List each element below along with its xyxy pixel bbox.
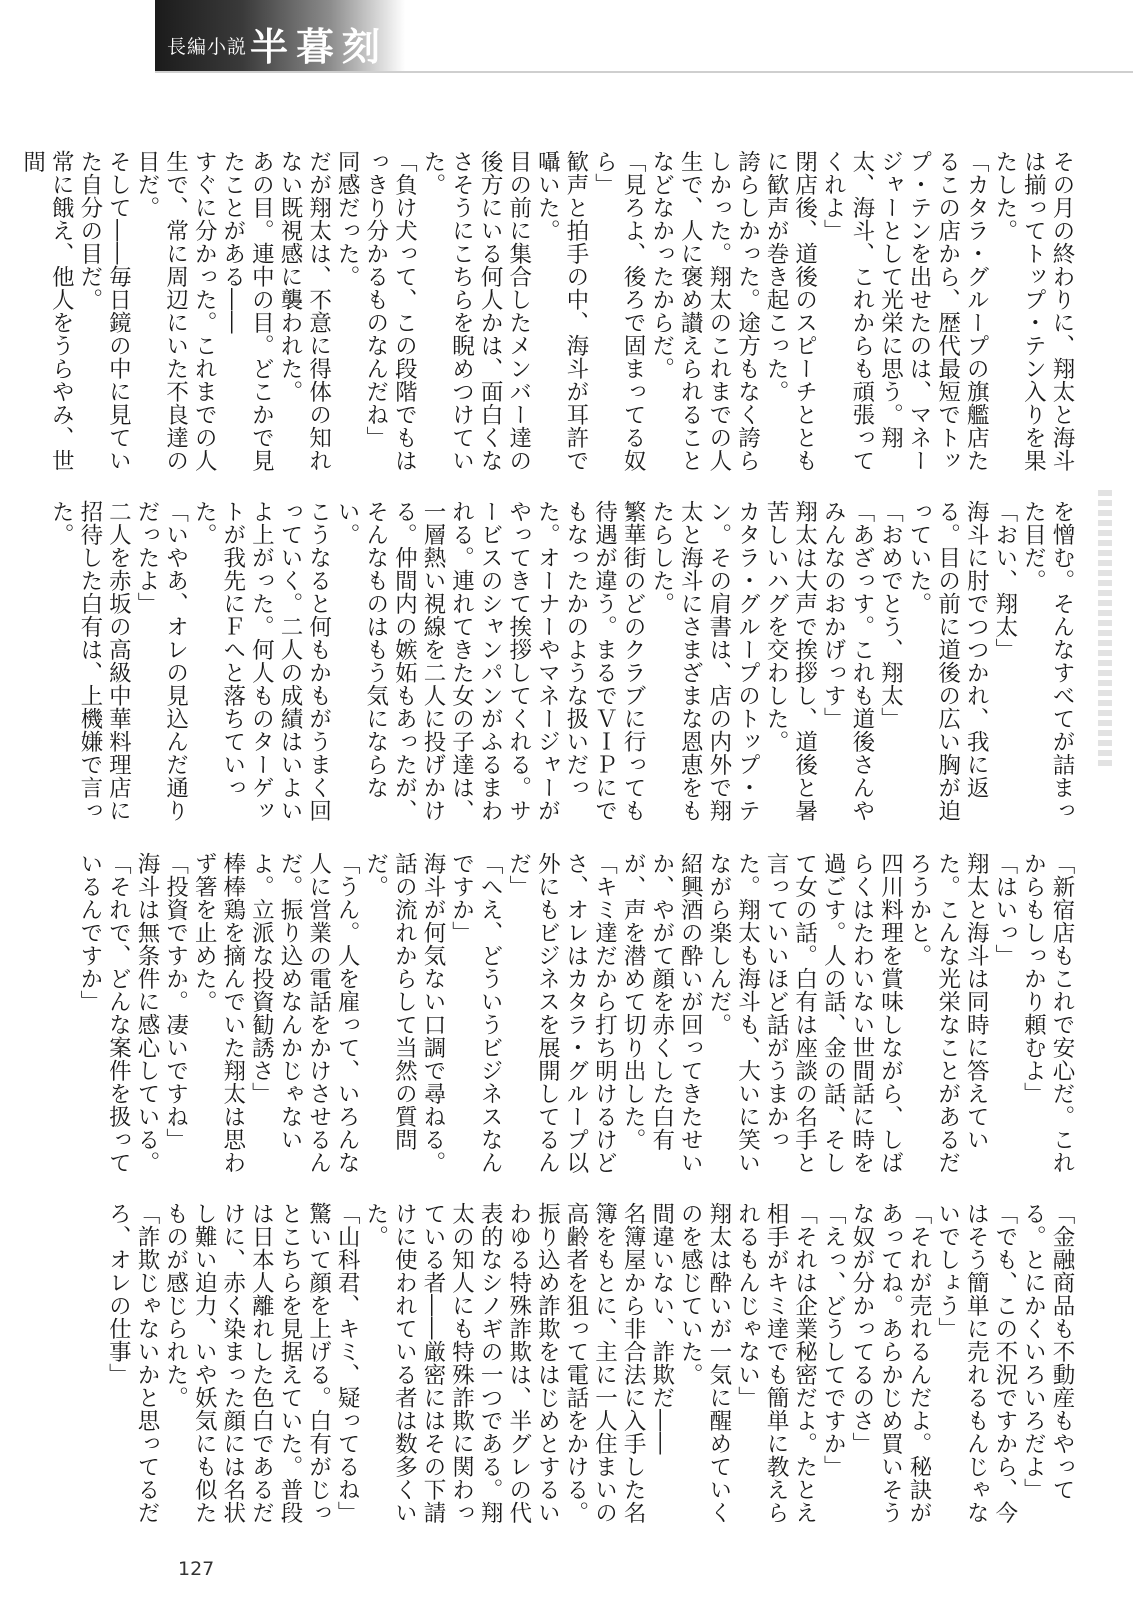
paragraph: 間違いない、詐欺だ――: [648, 1202, 675, 1455]
paragraph: 「おめでとう、翔太」: [877, 500, 904, 730]
paragraph: そして――毎日鏡の中に見ていた自分の目だ。: [76, 150, 132, 472]
story-title: 半暮刻: [250, 24, 389, 69]
paragraph: 「カタラ・グループの旗艦店たるこの店から、歴代最短でトップ・テンを出せたのは、マネージャーとして光栄に思う。翔太、海斗、これからも頑張ってくれよ」: [820, 150, 990, 472]
paragraph: 名簿屋から非合法に入手した名簿をもとに、主に一人住まいの高齢者を狙って電話をかける。振り込め詐欺をはじめとするいわゆる特殊詐欺は、半グレの代表的なシノギの一つである。翔太の知人にも特殊詐欺に関わっている者――厳密にはその下請けに使われている者は数多くいた。: [362, 1202, 647, 1524]
page-number: 127: [178, 1558, 215, 1580]
paragraph: 海斗に肘でつつかれ、我に返る。目の前に道後の広い胸が迫っていた。: [906, 500, 990, 822]
paragraph: 紹興酒の酔いが回ってきたせいか、やがて顔を赤くした白有が、声を潜めて切り出した。: [620, 852, 704, 1174]
paragraph: 「うん。人を雇って、いろんな人に営業の電話をかけさせるんだ。振り込めなんかじゃないよ。立派な投資勧誘さ」: [248, 852, 361, 1174]
paragraph: あの目。連中の目。どこかで見たことがある――: [219, 150, 275, 472]
paragraph: すぐに分かった。これまでの人生で、常に周辺にいた不良達の目だ。: [134, 150, 218, 472]
page-edge-marks: [1098, 490, 1112, 770]
paragraph: 「負け犬って、この段階でもはっきり分かるものなんだね」: [362, 150, 418, 472]
paragraph: 「あざっす。これも道後さんやみんなのおかげっす」: [820, 500, 875, 822]
paragraph: 同感だった。: [334, 150, 361, 288]
paragraph: カタラ・グループのトップ・テン。その肩書は、店の内外で翔太と海斗にさまざまな恩恵をもたらした。: [648, 500, 761, 822]
paragraph: 棒棒鶏を摘んでいた翔太は思わず箸を止めた。: [191, 852, 246, 1174]
paragraph: 「おい、翔太」: [991, 500, 1018, 661]
paragraph: 「キミ達だから打ち明けるけどさ、オレはカタラ・グループ以外にもビジネスを展開してるんだ」: [505, 852, 618, 1174]
paragraph: 閉店後、道後のスピーチとともに歓声が巻き起こった。: [763, 150, 818, 472]
text-tier-2: [48, 500, 1076, 830]
paragraph: 「それが売れるんだよ。秘訣があってね。あらかじめ買いそうな奴が分かってるのさ」: [848, 1202, 933, 1524]
paragraph: 翔太と海斗は同時に答えていた。こんな光栄なことがあるだろうかと。: [906, 852, 990, 1174]
paragraph: だが翔太は、不意に得体の知れない既視感に襲われた。: [276, 150, 332, 472]
paragraph: 繁華街のどのクラブに行っても待遇が違う。まるでＶＩＰにでもなったかのような扱いだった。オーナーやマネージャーがやってきて挨拶してくれる。サービスのシャンパンがふるまわれる。連れてきた女の子達は、一層熱い視線を二人に投げかける。仲間内の嫉妬もあったが、そんなものはもう気にならない。: [334, 500, 647, 822]
paragraph: 目の前に集合したメンバー達の後方にいる何人かは、面白くなさそうにこちらを睨めつけていた。: [419, 150, 532, 472]
paragraph: 「新宿店もこれで安心だ。これからもしっかり頼むよ」: [1020, 852, 1075, 1174]
paragraph: 「へえ、どういうビジネスなんですか」: [448, 852, 504, 1174]
paragraph: 海斗は無条件に感心している。: [134, 852, 160, 1174]
paragraph: 翔太は酔いが一気に醒めていくのを感じていた。: [677, 1202, 732, 1524]
paragraph: 「いやあ、オレの見込んだ通りだったよ」: [134, 500, 189, 822]
text-tier-3: [76, 852, 1076, 1182]
text-tier-4: [105, 1202, 1076, 1532]
paragraph: 驚いて顔を上げる。白有がじっとこちらを見据えていた。普段は日本人離れした色白であるだけに、赤く染まった顔には名状し難い迫力、いや妖気にも似たものが感じられた。: [162, 1202, 332, 1524]
paragraph: 「えっ、どうしてですか」: [820, 1202, 847, 1478]
paragraph: 四川料理を賞味しながら、しばらくはたわいない世間話に時を過ごす。人の話、金の話、そして女の話。白有は座談の名手と言っていいほど話がうまかった。翔太も海斗も、大いに笑いながら楽しんだ。: [705, 852, 904, 1174]
paragraph: 二人を赤坂の高級中華料理店に招待した白有は、上機嫌で言った。: [48, 500, 132, 822]
text-tier-1: [19, 150, 1076, 480]
paragraph: 海斗が何気ない口調で尋ねる。話の流れからして当然の質問だ。: [362, 852, 446, 1174]
paragraph: 「金融商品も不動産もやってる。とにかくいろいろだよ」: [1020, 1202, 1075, 1501]
paragraph: 誇らしかった。途方もなく誇らしかった。翔太のこれまでの人生で、人に褒め讃えられることなどなかったからだ。: [648, 150, 761, 472]
paragraph: その月の終わりに、翔太と海斗は揃ってトップ・テン入りを果たした。: [991, 150, 1075, 472]
paragraph: 「はいっ」: [991, 852, 1018, 967]
paragraph: 「それは企業秘密だよ。たとえ相手がキミ達でも簡単に教えられるもんじゃない」: [734, 1202, 818, 1524]
series-label: 長編小説: [167, 36, 248, 58]
paragraph: 翔太は大声で挨拶し、道後と暑苦しいハグを交わした。: [763, 500, 818, 822]
paragraph: を憎む。そんなすべてが詰まった目だ。: [1020, 500, 1075, 822]
paragraph: 「詐欺じゃないかと思ってるだろ、オレの仕事」: [105, 1202, 160, 1524]
section-header: [155, 0, 405, 72]
paragraph: 「見ろよ、後ろで固まってる奴ら」: [591, 150, 647, 472]
paragraph: こうなると何もかもがうまく回っていく。二人の成績はいよいよ上がった。何人ものターゲットが我先にＦへと落ちていった。: [191, 500, 332, 822]
paragraph: 歓声と拍手の中、海斗が耳許で囁いた。: [534, 150, 589, 472]
paragraph: 「でも、この不況ですから、今はそう簡単に売れるもんじゃないでしょう」: [934, 1202, 1018, 1524]
paragraph: 常に餓え、他人をうらやみ、世間: [19, 150, 75, 472]
paragraph: 「それで、どんな案件を扱っているんですか」: [76, 852, 132, 1174]
paragraph: 「投資ですか。凄いですね」: [162, 852, 189, 1151]
paragraph: 「山科君、キミ、疑ってるね」: [334, 1202, 361, 1524]
header-rule: [155, 71, 1133, 73]
